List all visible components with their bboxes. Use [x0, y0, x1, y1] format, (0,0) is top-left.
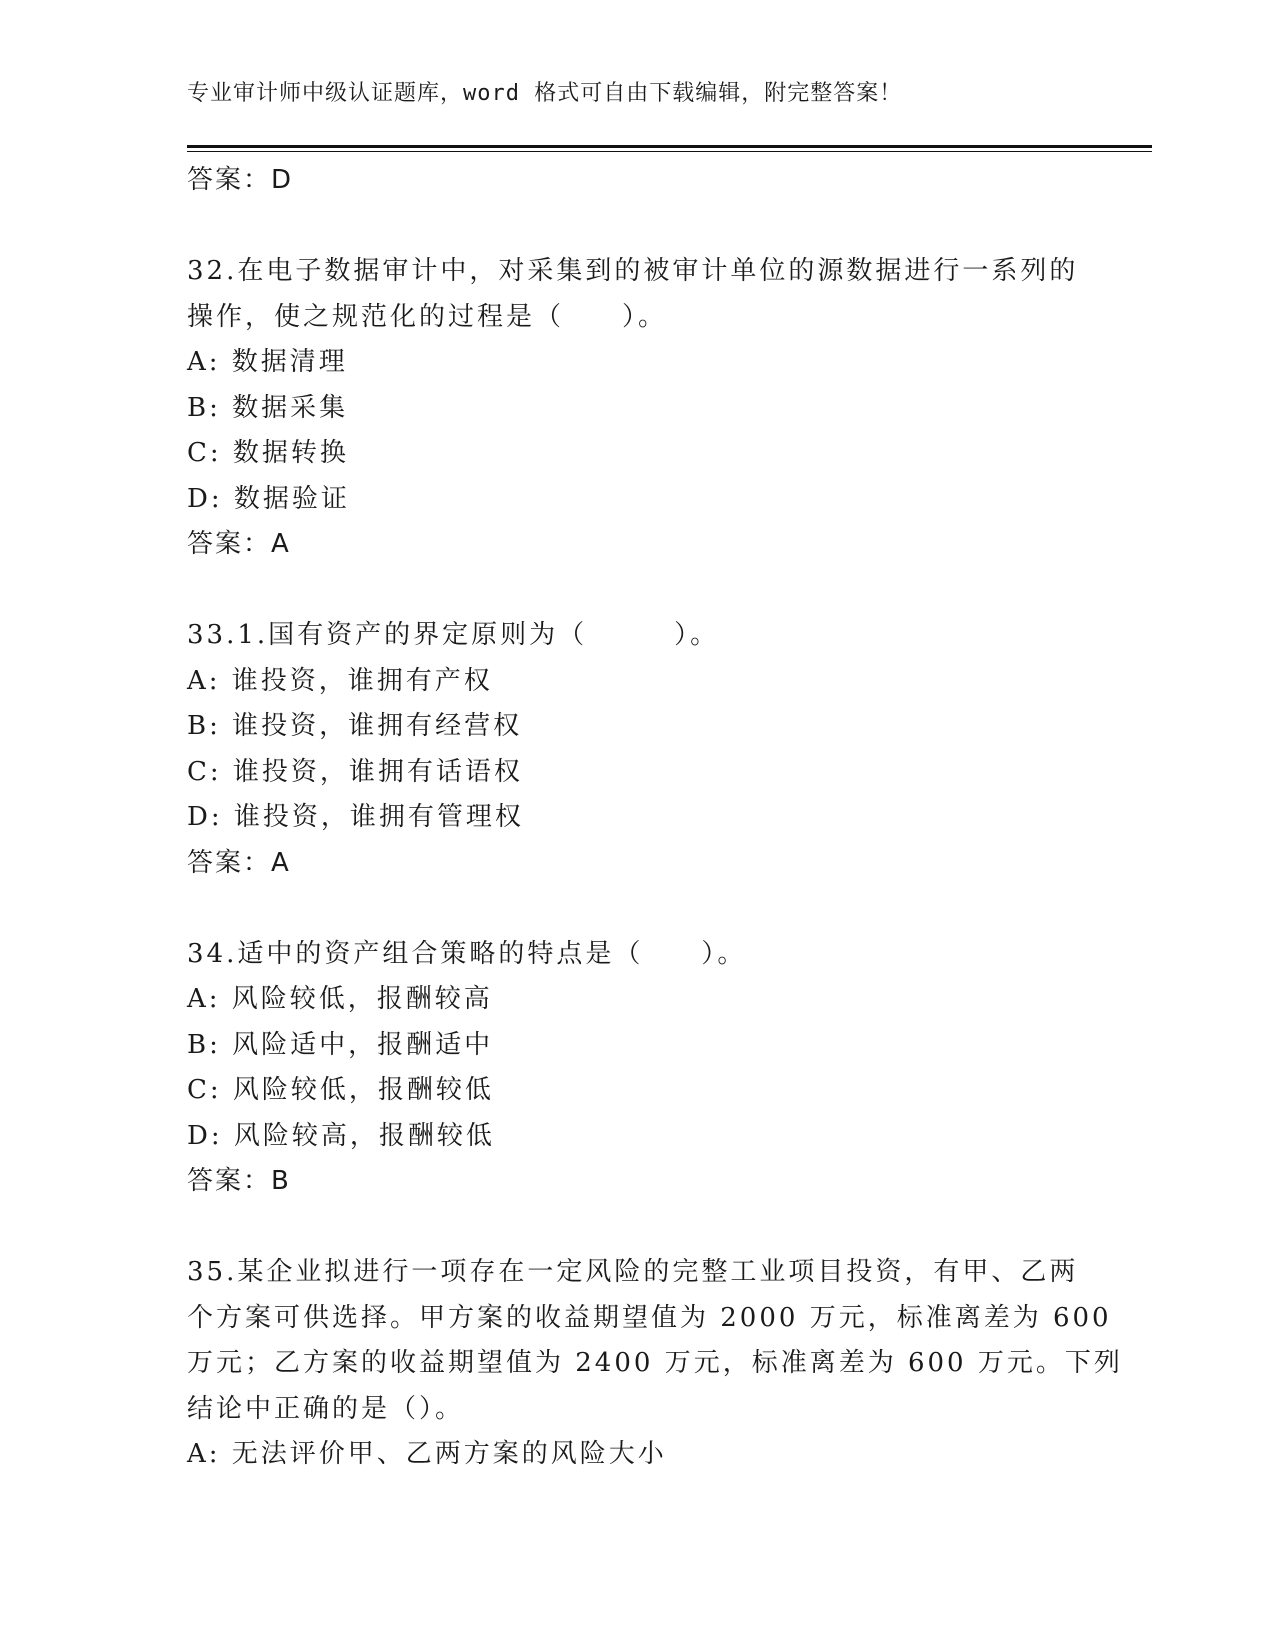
previous-answer: 答案：D: [187, 165, 294, 195]
question-stem-line: 34.适中的资产组合策略的特点是（ ）。: [187, 938, 747, 969]
spacer: [187, 204, 1087, 250]
spacer: [187, 568, 1087, 614]
question-stem-line: 操作，使之规范化的过程是（ ）。: [187, 301, 668, 332]
option-c: C: 谁投资，谁拥有话语权: [187, 756, 523, 787]
header-rule-thick: [187, 145, 1152, 148]
spacer: [187, 1205, 1087, 1251]
question-stem-line: 32.在电子数据审计中，对采集到的被审计单位的源数据进行一系列的: [187, 256, 1079, 286]
question-answer: 答案：A: [187, 529, 291, 559]
question-block: [187, 613, 1087, 886]
option-d: D: 风险较高，报酬较低: [187, 1120, 495, 1151]
question-stem-line: 万元；乙方案的收益期望值为 2400 万元，标准离差为 600 万元。下列: [187, 1348, 1123, 1378]
option-a: A: 无法评价甲、乙两方案的风险大小: [187, 1439, 667, 1469]
question-answer: 答案：B: [187, 1166, 291, 1196]
option-a: A: 风险较低，报酬较高: [187, 984, 493, 1014]
option-d: D: 数据验证: [187, 483, 350, 514]
option-b: B: 谁投资，谁拥有经营权: [187, 711, 523, 741]
question-stem-line: 个方案可供选择。甲方案的收益期望值为 2000 万元，标准离差为 600: [187, 1302, 1112, 1333]
question-block: [187, 249, 1087, 568]
option-a: A: 数据清理: [187, 347, 348, 377]
header-rule-thin: [187, 151, 1152, 152]
question-block: [187, 1250, 1123, 1478]
option-b: B: 风险适中，报酬适中: [187, 1029, 494, 1060]
question-stem-line: 35.某企业拟进行一项存在一定风险的完整工业项目投资，有甲、乙两: [187, 1257, 1079, 1287]
spacer: [187, 886, 1087, 932]
question-stem-line: 33.1.国有资产的界定原则为（ ）。: [187, 620, 720, 650]
option-b: B: 数据采集: [187, 392, 349, 423]
question-block: [187, 932, 1087, 1205]
option-c: C: 风险较低，报酬较低: [187, 1075, 494, 1105]
question-content: [187, 158, 1123, 1478]
option-a: A: 谁投资，谁拥有产权: [187, 665, 493, 696]
page-header-note: 专业审计师中级认证题库，word 格式可自由下载编辑，附完整答案！: [187, 81, 903, 106]
option-d: D: 谁投资，谁拥有管理权: [187, 802, 524, 832]
question-stem-line: 结论中正确的是（）。: [187, 1393, 465, 1424]
option-c: C: 数据转换: [187, 438, 349, 468]
question-answer: 答案：A: [187, 847, 291, 878]
